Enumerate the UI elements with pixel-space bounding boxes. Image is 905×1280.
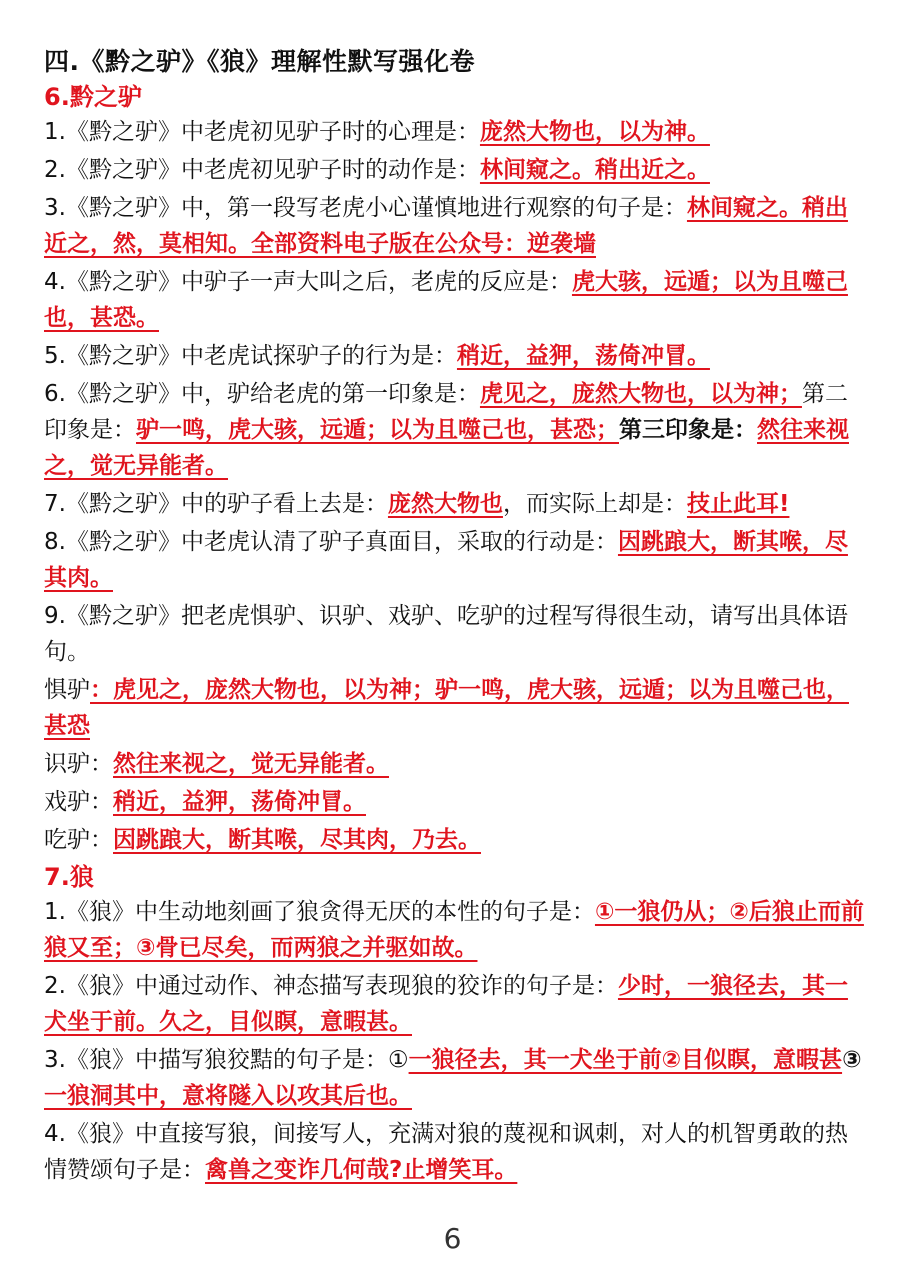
question-7-1 bbox=[44, 894, 864, 966]
question-text: 3.《黔之驴》中，第一段写老虎小心谨慎地进行观察的句子是： bbox=[44, 195, 687, 221]
question-text: 3.《狼》中描写狼狡黠的句子是：① bbox=[44, 1047, 409, 1073]
answer-text: 庞然大物也，以为神。 bbox=[479, 119, 710, 145]
answer-text: 然往来视之，觉无异能者。 bbox=[44, 417, 849, 479]
question-text: 2.《狼》中通过动作、神态描写表现狼的狡诈的句子是： bbox=[44, 973, 618, 999]
question-text: ，而实际上却是： bbox=[502, 491, 687, 517]
circled-number-mark: ③ bbox=[842, 1047, 862, 1073]
answer-text: 虎见之，庞然大物也，以为神； bbox=[479, 381, 802, 407]
answer-text: 林间窥之。稍出近之。 bbox=[479, 157, 710, 183]
question-7-4 bbox=[44, 1116, 864, 1188]
answer-know-donkey bbox=[44, 746, 864, 782]
question-6-6 bbox=[44, 376, 864, 484]
answer-label: 识驴： bbox=[44, 751, 113, 777]
question-7-2 bbox=[44, 968, 864, 1040]
answer-fear-donkey bbox=[44, 672, 864, 744]
answer-text: 少时，一狼径去，其一犬坐于前。久之，目似瞑，意暇甚。 bbox=[44, 973, 848, 1035]
answer-text: 然往来视之，觉无异能者。 bbox=[113, 751, 389, 777]
answer-text: 庞然大物也 bbox=[387, 491, 503, 517]
worksheet-title: 四.《黔之驴》《狼》理解性默写强化卷 bbox=[44, 47, 475, 76]
question-7-3 bbox=[44, 1042, 864, 1114]
answer-play-donkey bbox=[44, 784, 864, 820]
question-text: 2.《黔之驴》中老虎初见驴子时的动作是： bbox=[44, 157, 480, 183]
worksheet-content bbox=[44, 46, 864, 1190]
answer-text: 林间窥之。稍出近之，然，莫相知。全部资料电子版在公众号：逆袭墙 bbox=[44, 195, 848, 257]
question-6-8 bbox=[44, 524, 864, 596]
answer-label: 吃驴： bbox=[44, 827, 113, 853]
question-text: 第二印象是： bbox=[44, 381, 848, 443]
question-6-7 bbox=[44, 486, 864, 522]
question-text: 第三印象是： bbox=[619, 417, 757, 443]
answer-text: ①一狼仍从；②后狼止而前狼又至；③骨已尽矣，而两狼之并驱如故。 bbox=[44, 899, 864, 961]
answer-text: 一狼径去，其一犬坐于前②目似瞑，意暇甚 bbox=[408, 1047, 843, 1073]
answer-eat-donkey bbox=[44, 822, 864, 858]
answer-text: 稍近，益狎，荡倚冲冒。 bbox=[113, 789, 366, 815]
answer-text: 禽兽之变诈几何哉?止增笑耳。 bbox=[205, 1157, 518, 1183]
answer-text: ：虎见之，庞然大物也，以为神；驴一鸣，虎大骇，远遁；以为且噬己也，甚恐 bbox=[44, 677, 849, 739]
question-6-2 bbox=[44, 152, 864, 188]
question-6-1 bbox=[44, 114, 864, 150]
question-text: 4.《黔之驴》中驴子一声大叫之后，老虎的反应是： bbox=[44, 269, 572, 295]
question-6-9 bbox=[44, 598, 864, 670]
answer-text: 稍近，益狎，荡倚冲冒。 bbox=[456, 343, 710, 369]
answer-label: 戏驴： bbox=[44, 789, 113, 815]
question-text: 8.《黔之驴》中老虎认清了驴子真面目，采取的行动是： bbox=[44, 529, 618, 555]
answer-text: 因跳踉大，断其喉，尽其肉。 bbox=[44, 529, 848, 591]
answer-text: 虎大骇，远遁；以为且噬己也，甚恐。 bbox=[44, 269, 848, 331]
question-6-3 bbox=[44, 190, 864, 262]
question-text: 1.《黔之驴》中老虎初见驴子时的心理是： bbox=[44, 119, 480, 145]
question-text: 1.《狼》中生动地刻画了狼贪得无厌的本性的句子是： bbox=[44, 899, 595, 925]
answer-text: 驴一鸣，虎大骇，远遁；以为且噬己也，甚恐； bbox=[136, 417, 619, 443]
section-heading-lang: 7.狼 bbox=[44, 863, 94, 891]
question-text: 6.《黔之驴》中，驴给老虎的第一印象是： bbox=[44, 381, 480, 407]
answer-text: 技止此耳! bbox=[686, 491, 790, 517]
answer-label: 惧驴 bbox=[44, 677, 90, 703]
section-heading-qianzhilv: 6.黔之驴 bbox=[44, 83, 142, 111]
question-text: 7.《黔之驴》中的驴子看上去是： bbox=[44, 491, 388, 517]
answer-text: 因跳踉大，断其喉，尽其肉，乃去。 bbox=[113, 827, 481, 853]
question-6-5 bbox=[44, 338, 864, 374]
question-text: 9.《黔之驴》把老虎惧驴、识驴、戏驴、吃驴的过程写得很生动，请写出具体语句。 bbox=[44, 603, 848, 665]
answer-text: 一狼洞其中，意将隧入以攻其后也。 bbox=[44, 1083, 412, 1109]
question-text: 5.《黔之驴》中老虎试探驴子的行为是： bbox=[44, 343, 457, 369]
question-6-4 bbox=[44, 264, 864, 336]
page-number: 6 bbox=[443, 1222, 462, 1255]
question-text: 4.《狼》中直接写狼，间接写人，充满对狼的蔑视和讽刺，对人的机智勇敢的热情赞颂句子是： bbox=[44, 1121, 848, 1183]
